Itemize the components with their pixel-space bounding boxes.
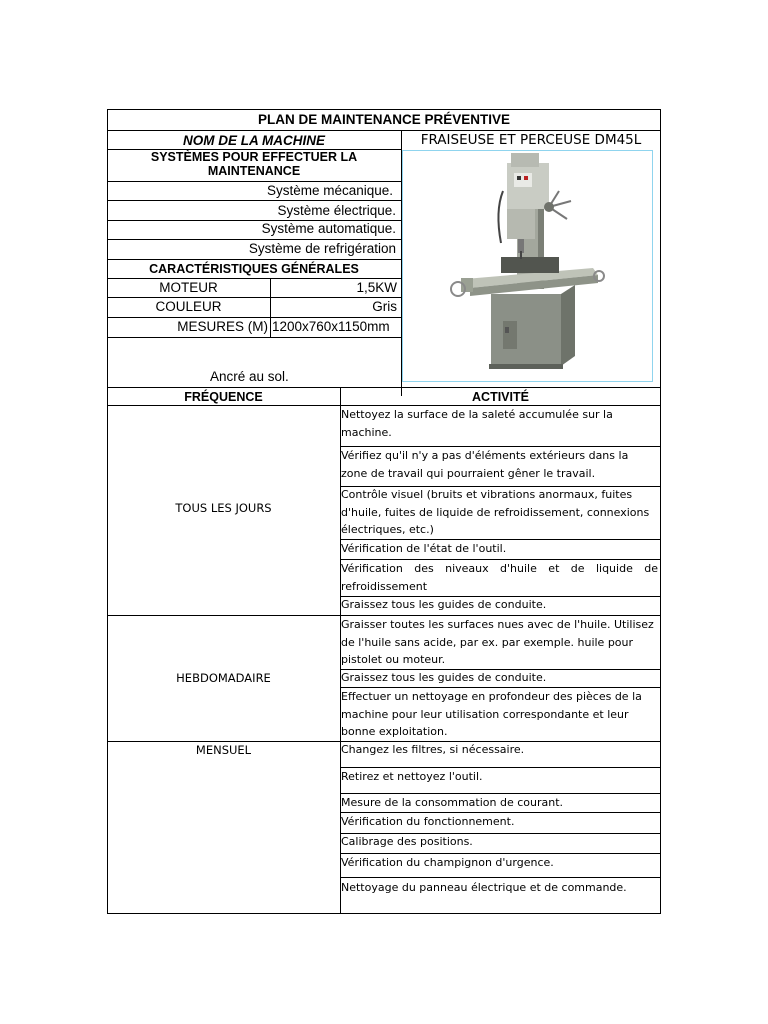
frequency-weekly: HEBDOMADAIRE [176,671,271,685]
char-label: MESURES (M) [177,319,268,334]
col-frequency: FRÉQUENCE [184,390,263,404]
activity-item: Changez les filtres, si nécessaire. [341,743,525,756]
system-item: Système automatique. [261,221,396,236]
frequency-monthly: MENSUEL [195,743,252,757]
char-value: 1,5KW [356,280,397,295]
activity-item: Vérification des niveaux d'huile et de liquide de refroidissement [341,562,658,593]
activity-item: Retirez et nettoyez l'outil. [341,770,483,783]
system-item: Système mécanique. [266,183,393,198]
char-value: Gris [372,299,397,314]
systems-heading: SYSTÈMES POUR EFFECTUER LA MAINTENANCE [150,150,358,178]
activity-item: Effectuer un nettoyage en profondeur des pièces de la machine pour leur utilisation correspondante et leur bonne exploitation. [341,690,642,738]
maintenance-plan-table [107,109,661,914]
system-item: Système de refrigération [248,241,396,256]
system-item: Système électrique. [277,203,396,218]
activity-item: Vérification du champignon d'urgence. [341,856,554,869]
page-title: PLAN DE MAINTENANCE PRÉVENTIVE [257,112,511,127]
col-activity: ACTIVITÉ [472,390,529,404]
activity-item: Graissez tous les guides de conduite. [341,598,547,611]
activity-item: Vérification de l'état de l'outil. [341,542,507,555]
activity-item: Vérifiez qu'il n'y a pas d'éléments extérieurs dans la zone de travail qui pourraient gêner le travail. [341,449,629,480]
char-label: MOTEUR [159,280,218,295]
machine-name: FRAISEUSE ET PERCEUSE DM45L [420,132,642,148]
anchored-note: Ancré au sol. [210,369,289,384]
activity-item: Nettoyez la surface de la saleté accumulée sur la machine. [341,408,613,439]
activity-item: Contrôle visuel (bruits et vibrations anormaux, fuites d'huile, fuites de liquide de refroidissement, connexions électriques, etc.) [341,488,650,536]
activity-item: Mesure de la consommation de courant. [341,796,564,809]
machine-photo [402,150,653,382]
activity-item: Graisser toutes les surfaces nues avec de l'huile. Utilisez de l'huile sans acide, par ex. par exemple. huile pour pistolet ou moteur. [341,618,654,666]
activity-item: Nettoyage du panneau électrique et de commande. [341,881,627,894]
characteristics-heading: CARACTÉRISTIQUES GÉNÉRALES [149,262,359,276]
frequency-daily: TOUS LES JOURS [175,501,272,515]
activity-item: Vérification du fonctionnement. [341,815,515,828]
activity-item: Calibrage des positions. [341,835,473,848]
char-value: 1200x760x1150mm [272,319,390,334]
machine-label: NOM DE LA MACHINE [183,133,325,148]
char-label: COULEUR [155,299,222,314]
activity-item: Graissez tous les guides de conduite. [341,671,547,684]
milling-drilling-machine-icon [403,151,651,380]
